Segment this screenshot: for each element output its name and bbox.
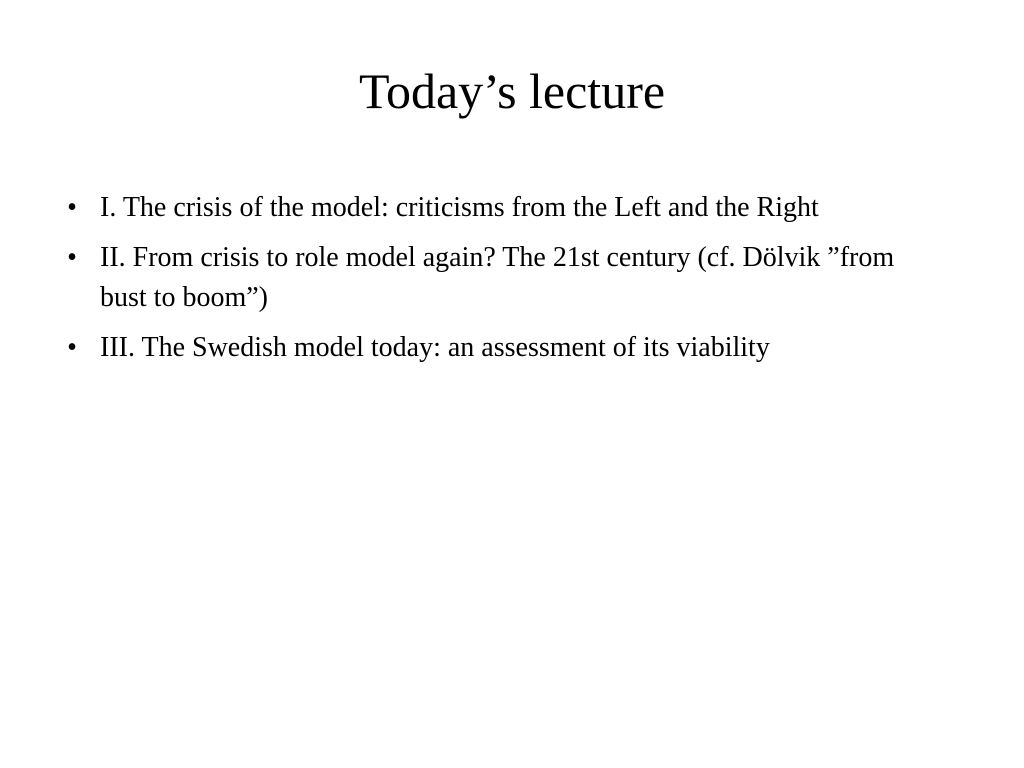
bullet-list — [62, 188, 942, 378]
bullet-dot-icon: • — [67, 332, 77, 363]
bullet-dot-icon: • — [67, 242, 77, 273]
bullet-item-3 — [62, 328, 942, 368]
bullet-text-1: I. The crisis of the model: criticisms from the Left and the Right — [100, 192, 819, 223]
bullet-item-2 — [62, 238, 942, 318]
bullet-item-1 — [62, 188, 942, 228]
bullet-text-2: II. From crisis to role model again? The 21st century (cf. Dölvik ”from bust to boom”) — [100, 242, 895, 313]
bullet-text-3: III. The Swedish model today: an assessment of its viability — [100, 332, 770, 363]
bullet-dot-icon: • — [67, 192, 77, 223]
slide-title: Today’s lecture — [358, 63, 666, 119]
